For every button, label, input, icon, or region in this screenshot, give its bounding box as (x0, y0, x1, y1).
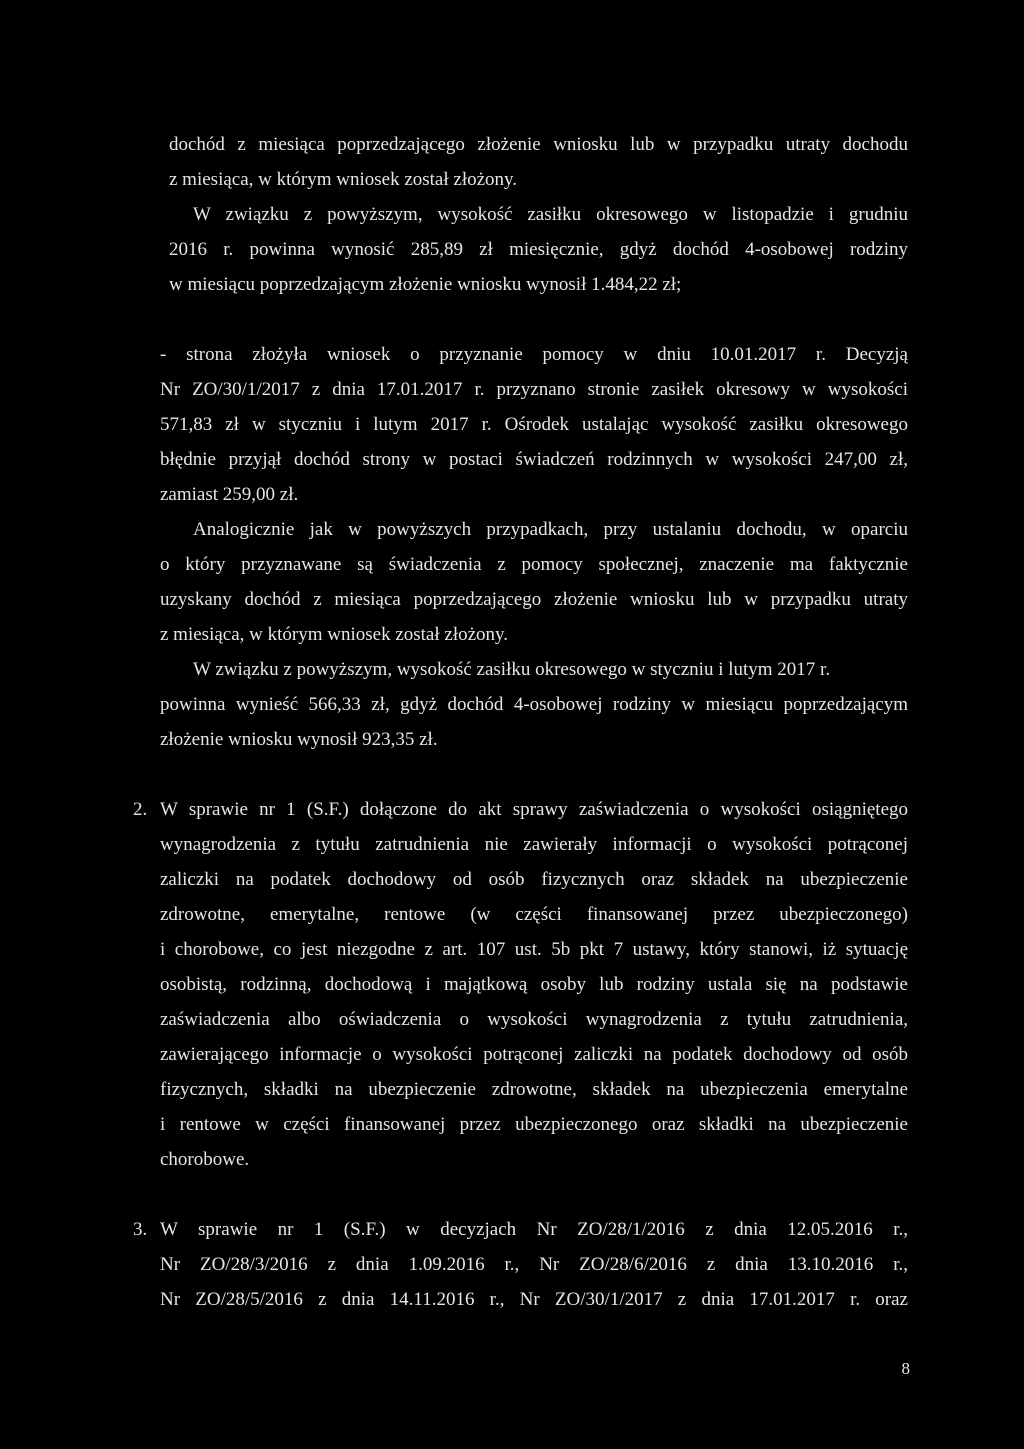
text-line: wynagrodzenia z tytułu zatrudnienia nie zawierały informacji o wysokości potrąconej (160, 834, 908, 855)
text-line: 2016 r. powinna wynosić 285,89 zł miesięcznie, gdyż dochód 4-osobowej rodziny (169, 239, 908, 260)
text-line: W sprawie nr 1 (S.F.) dołączone do akt sprawy zaświadczenia o wysokości osiągniętego (160, 799, 908, 820)
text-line: Analogicznie jak w powyższych przypadkach, przy ustalaniu dochodu, w oparciu (193, 519, 908, 540)
text-line: osobistą, rodzinną, dochodową i majątkową osoby lub rodziny ustala się na podstawie (160, 974, 908, 995)
text-line: zdrowotne, emerytalne, rentowe (w części finansowanej przez ubezpieczonego) (160, 904, 908, 925)
text-line: chorobowe. (160, 1149, 250, 1170)
text-line: fizycznych, składki na ubezpieczenie zdrowotne, składek na ubezpieczenia emerytalne (160, 1079, 908, 1100)
text-line: błędnie przyjął dochód strony w postaci świadczeń rodzinnych w wysokości 247,00 zł, (160, 449, 908, 470)
list-number: 3. (133, 1219, 148, 1240)
text-line: W sprawie nr 1 (S.F.) w decyzjach Nr ZO/28/1/2016 z dnia 12.05.2016 r., (160, 1219, 908, 1240)
text-line: złożenie wniosku wynosił 923,35 zł. (160, 729, 438, 750)
text-line: i rentowe w części finansowanej przez ubezpieczonego oraz składki na ubezpieczenie (160, 1114, 908, 1135)
text-line: Nr ZO/28/3/2016 z dnia 1.09.2016 r., Nr ZO/28/6/2016 z dnia 13.10.2016 r., (160, 1254, 908, 1275)
text-line: o który przyznawane są świadczenia z pomocy społecznej, znaczenie ma faktycznie (160, 554, 908, 575)
text-line: Nr ZO/30/1/2017 z dnia 17.01.2017 r. przyznano stronie zasiłek okresowy w wysokości (160, 379, 908, 400)
text-line: dochód z miesiąca poprzedzającego złożenie wniosku lub w przypadku utraty dochodu (169, 134, 908, 155)
text-line: W związku z powyższym, wysokość zasiłku okresowego w styczniu i lutym 2017 r. (193, 659, 831, 680)
text-line: zawierającego informacje o wysokości potrąconej zaliczki na podatek dochodowy od osób (160, 1044, 908, 1065)
text-line: zaliczki na podatek dochodowy od osób fizycznych oraz składek na ubezpieczenie (160, 869, 908, 890)
text-line: Nr ZO/28/5/2016 z dnia 14.11.2016 r., Nr ZO/30/1/2017 z dnia 17.01.2017 r. oraz (160, 1289, 908, 1310)
text-line: i chorobowe, co jest niezgodne z art. 107 ust. 5b pkt 7 ustawy, który stanowi, iż sytuację (160, 939, 908, 960)
text-line: 571,83 zł w styczniu i lutym 2017 r. Ośrodek ustalając wysokość zasiłku okresowego (160, 414, 908, 435)
text-line: zamiast 259,00 zł. (160, 484, 299, 505)
text-line: W związku z powyższym, wysokość zasiłku okresowego w listopadzie i grudniu (193, 204, 908, 225)
text-line: powinna wynieść 566,33 zł, gdyż dochód 4-osobowej rodziny w miesiącu poprzedzającym (160, 694, 908, 715)
page-number: 8 (901, 1359, 910, 1378)
list-number: 2. (133, 799, 148, 820)
text-line: w miesiącu poprzedzającym złożenie wniosku wynosił 1.484,22 zł; (169, 274, 682, 295)
text-line: zaświadczenia albo oświadczenia o wysokości wynagrodzenia z tytułu zatrudnienia, (160, 1009, 908, 1030)
text-line: uzyskany dochód z miesiąca poprzedzającego złożenie wniosku lub w przypadku utraty (160, 589, 908, 610)
text-line: z miesiąca, w którym wniosek został złożony. (169, 169, 518, 190)
text-line: - strona złożyła wniosek o przyznanie pomocy w dniu 10.01.2017 r. Decyzją (160, 344, 908, 365)
text-line: z miesiąca, w którym wniosek został złożony. (160, 624, 509, 645)
